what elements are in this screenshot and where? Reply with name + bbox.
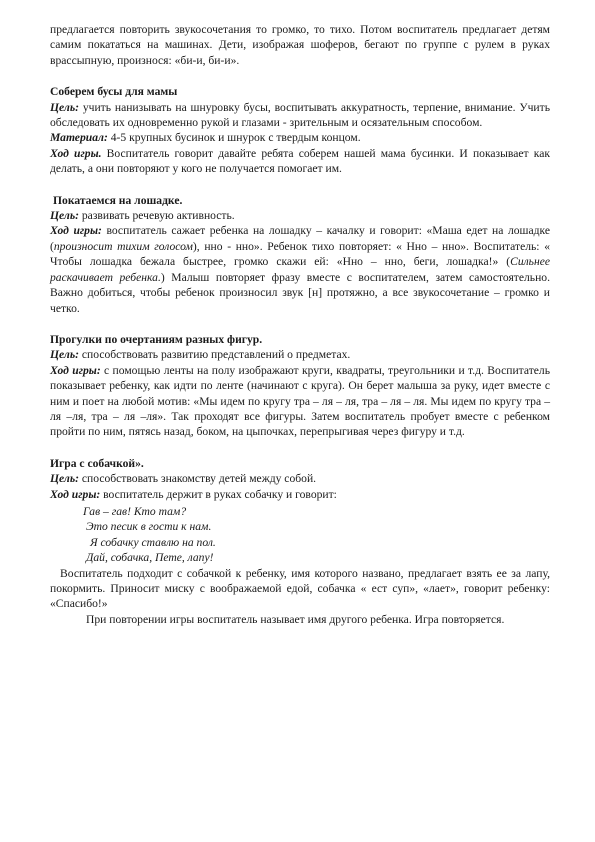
intro-paragraph: предлагается повторить звукосочетания то громко, то тихо. Потом воспитатель предлагает детям самим покататься на машинах. Дети, изображая шоферов, бегают по группе с рулем в руках врассыпную, произнося: «би-и, би-и». <box>50 23 550 67</box>
course-label: Ход игры: <box>50 224 102 238</box>
goal-text: учить нанизывать на шнуровку бусы, воспитывать аккуратность, терпение, внимание. Учить обследовать их одновременно рукой и глазами - зрительным и осязательным способом. <box>50 100 550 130</box>
goal-label: Цель: <box>50 472 79 486</box>
game-shapes-title: Прогулки по очертаниям разных фигур. <box>50 332 263 346</box>
game-horse-title: Покатаемся на лошадке. <box>53 193 183 207</box>
material-label: Материал: <box>50 131 108 145</box>
course-italic-2: Сильнее раскачивает ребенка. <box>50 255 550 284</box>
verse-line: Гав – гав! Кто там? <box>83 504 187 518</box>
document-page <box>50 22 550 627</box>
game-beads-material <box>50 130 550 145</box>
course-italic-1: произносит тихим голосом <box>53 239 193 253</box>
course-text: воспитатель держит в руках собачку и говорит: <box>100 487 337 501</box>
goal-label: Цель: <box>50 209 79 223</box>
game-dog <box>50 456 550 627</box>
course-text: с помощью ленты на полу изображают круги, квадраты, треугольники и т.д. Воспитатель показывает ребенку, как идти по ленте (начинают с круга). Он берет малыша за руку, идет вместе с ним и поет на любой мотив: «Мы идем по кругу тра – ля – ля, тра – ля – ля. Мы идем по кругу тра – ля –ля, тра – ля –ля». Так проходят все фигуры. Затем воспитатель пробует вместе с ребенком пройти по ним, пятясь назад, боком, на цыпочках, перепрыгивая через фигуру и т.д. <box>50 363 550 439</box>
goal-label: Цель: <box>50 348 79 362</box>
game-dog-course <box>50 487 550 502</box>
goal-text: развивать речевую активность. <box>78 209 235 223</box>
game-dog-title: Игра с собачкой». <box>50 456 144 470</box>
game-dog-goal <box>50 471 550 486</box>
course-text-3: ) Малыш повторяет фразу вместе с воспитателем, затем самостоятельно. Важно добиться, чтобы ребенок произносил звук [н] протяжно, а все звукосочетание – громко и четко. <box>50 270 550 315</box>
course-label: Ход игры. <box>50 146 102 160</box>
course-label: Ход игры: <box>50 363 101 377</box>
game-horse-course <box>50 223 550 315</box>
game-dog-paragraph-1: Воспитатель подходит с собачкой к ребенку, имя которого названо, предлагает взять ее за лапу, покормить. Приносит миску с воображаемой едой, собачка « ест суп», «лает», говорит ребенку: «Спасибо!» <box>50 566 550 611</box>
material-text: 4-5 крупных бусинок и шнурок с твердым концом. <box>107 131 361 145</box>
goal-text: способствовать развитию представлений о предметах. <box>78 348 351 362</box>
course-text: Воспитатель говорит давайте ребята соберем нашей мама бусинки. И показывает как делать, а они повторяют у кого не получается помогает им. <box>50 146 550 176</box>
game-beads-title: Соберем бусы для мамы <box>50 85 178 99</box>
verse <box>50 504 550 566</box>
verse-line: Это песик в гости к нам. <box>86 520 212 534</box>
game-beads-goal <box>50 100 550 131</box>
course-label: Ход игры: <box>50 487 101 501</box>
game-horse <box>50 193 550 316</box>
course-text-1: воспитатель сажает ребенка на лошадку – качалку и говорит: «Маша едет на лошадке ( <box>50 224 550 253</box>
game-shapes-course <box>50 363 550 440</box>
course-text-2: ), нно - нно». Ребенок тихо повторяет: « Нно – нно». Воспитатель: « Чтобы лошадка бежала быстрее, громко скажи ей: «Нно – нно, беги, лошадка!» ( <box>50 239 550 269</box>
verse-line: Дай, собачка, Пете, лапу! <box>86 551 214 565</box>
game-horse-goal <box>50 208 550 223</box>
goal-text: способствовать знакомству детей между собой. <box>78 472 317 486</box>
game-dog-paragraph-2: При повторении игры воспитатель называет имя другого ребенка. Игра повторяется. <box>86 612 505 626</box>
game-shapes-goal <box>50 347 550 362</box>
game-shapes <box>50 332 550 440</box>
goal-label: Цель: <box>50 100 79 114</box>
verse-line: Я собачку ставлю на пол. <box>90 535 216 549</box>
game-beads <box>50 84 550 176</box>
game-beads-course <box>50 146 550 177</box>
